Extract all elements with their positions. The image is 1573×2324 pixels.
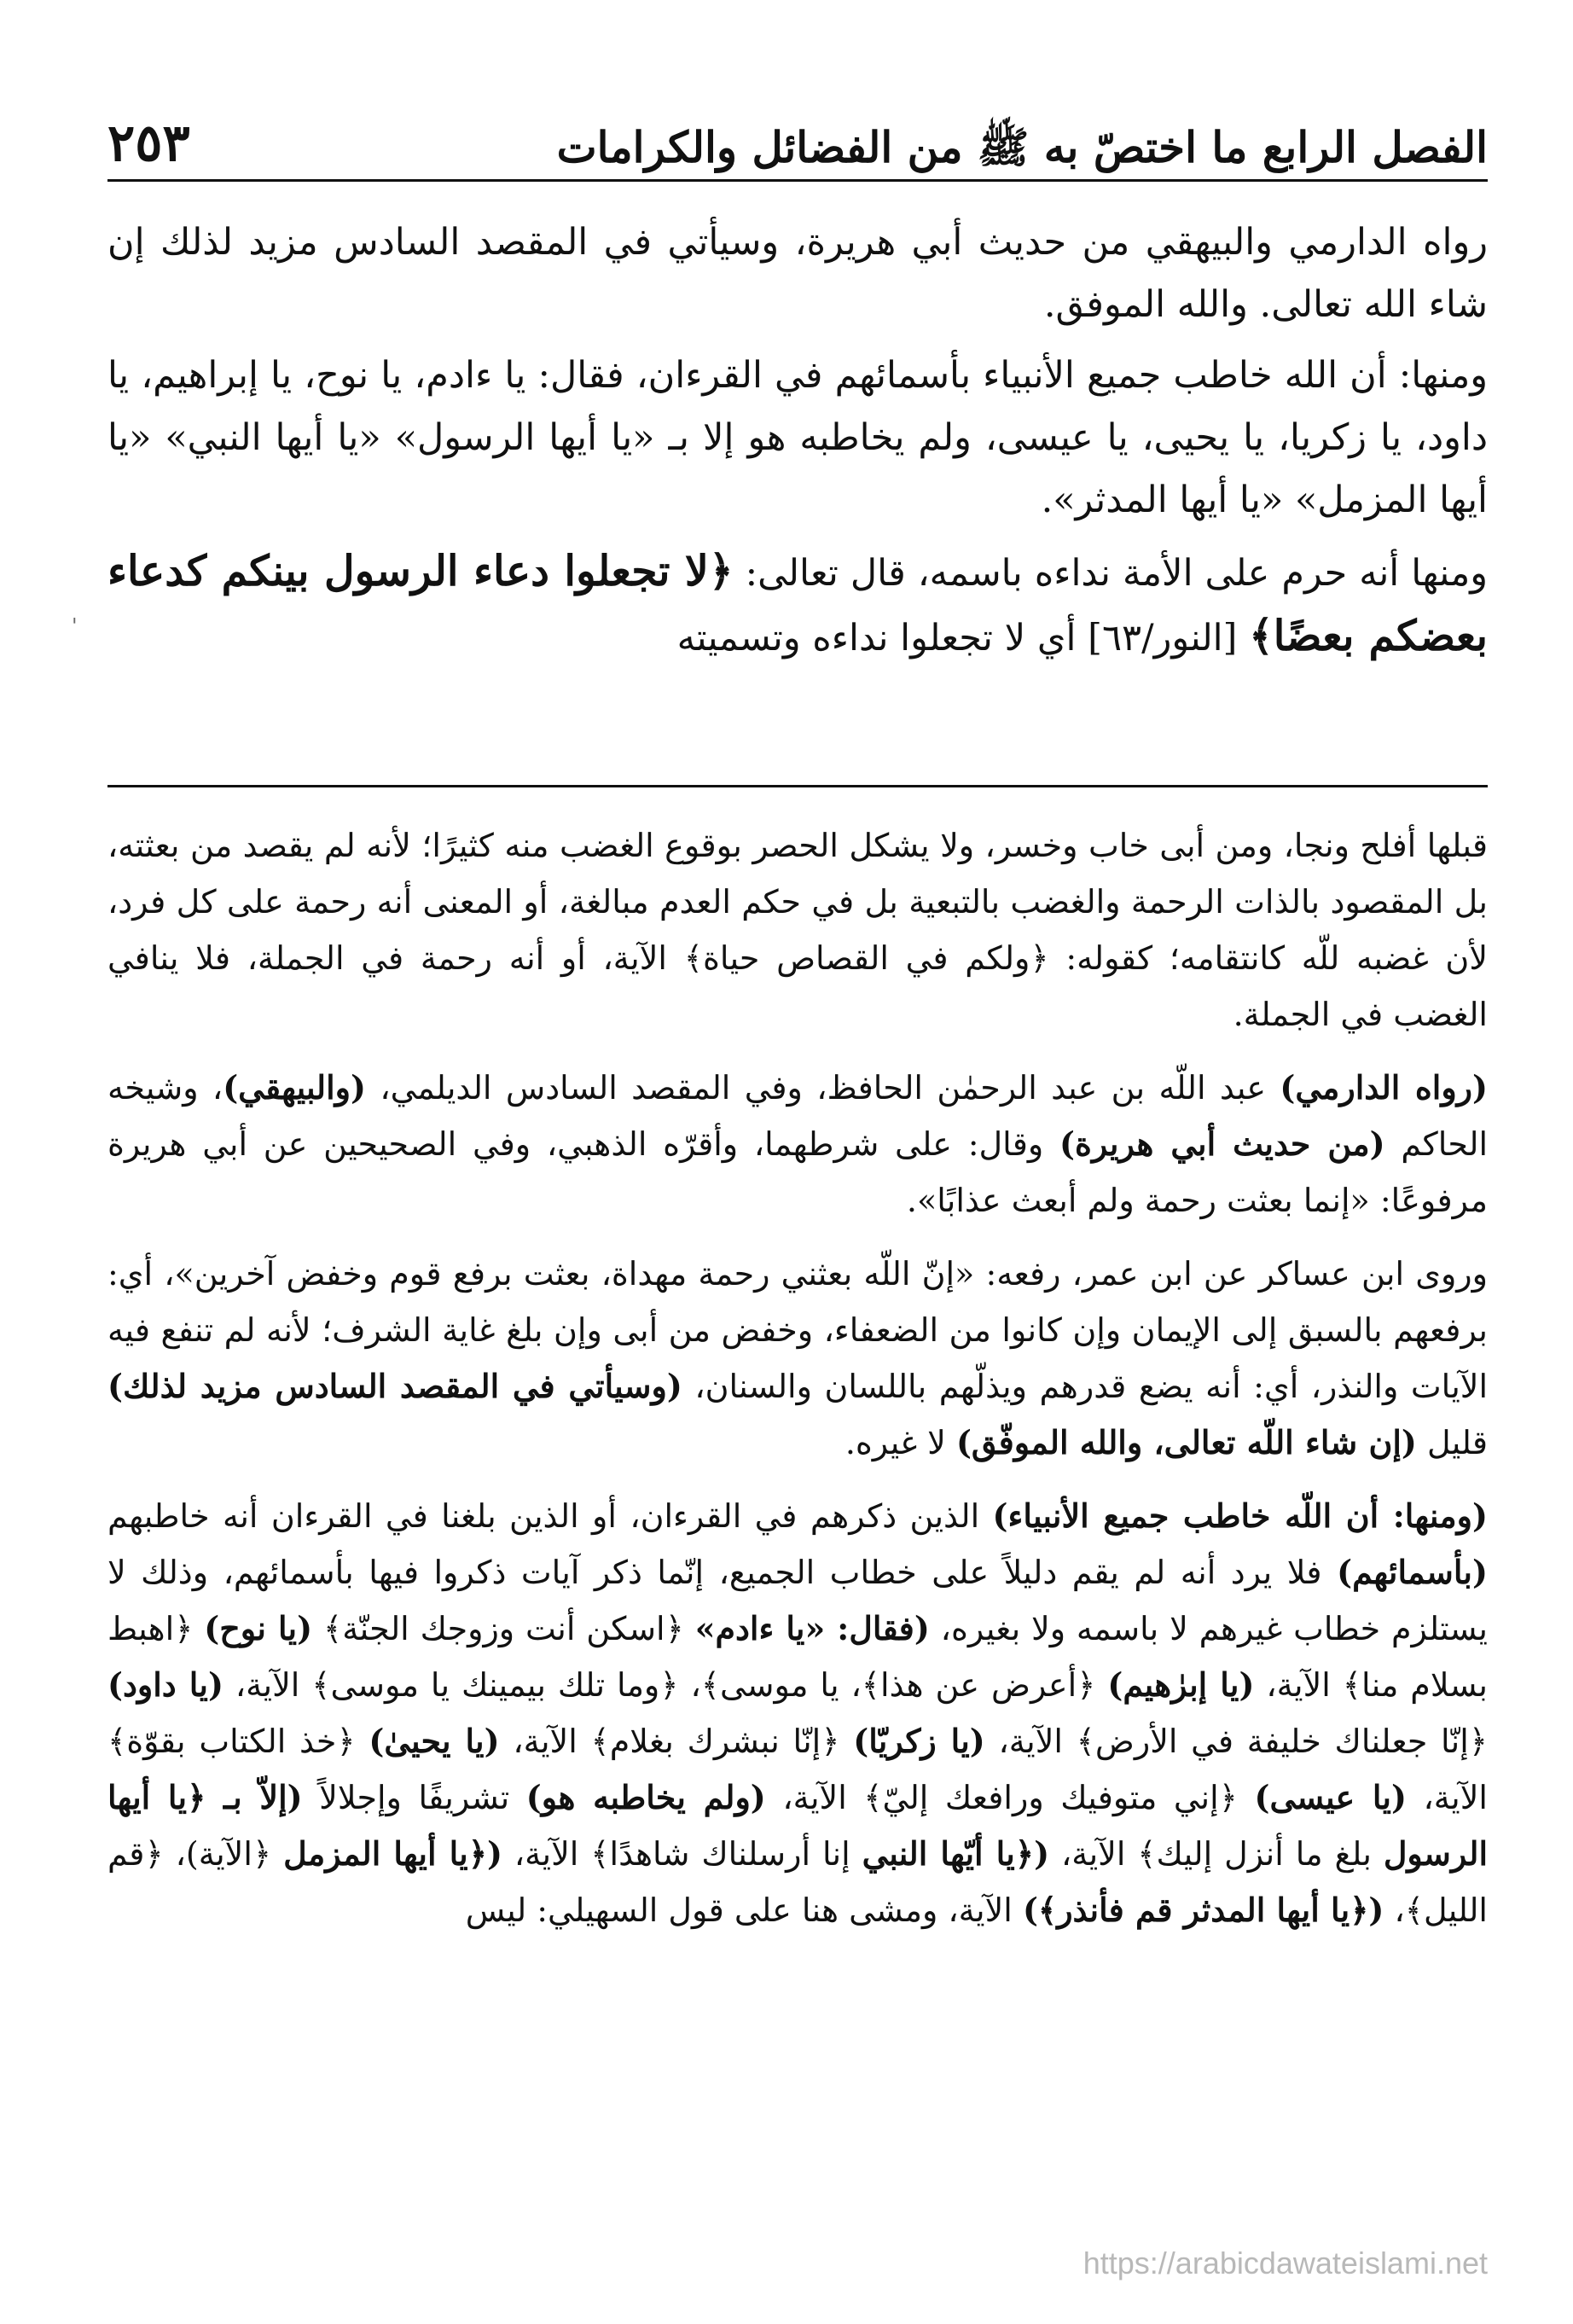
commentary-segment: ﴿اهبط بسلام منا﴾ الآية،: [107, 1610, 1488, 1704]
commentary-segment: إنا أرسلناك شاهدًا﴾ الآية،: [502, 1835, 862, 1873]
page-header: [107, 101, 1488, 173]
commentary-paragraph: قبلها أفلح ونجا، ومن أبى خاب وخسر، ولا يشكل الحصر بوقوع الغضب منه كثيرًا؛ لأنه لم يقصد من بعثته، بل المقصود بالذات الرحمة والغضب بالتبعية بل في حكم العدم مبالغة، أو المعنى أنه رحمة على كل فرد، لأن غضبه للّه كانتقامه؛ كقوله: ﴿ولكم في القصاص حياة﴾ الآية، أو أنه رحمة في الجملة، فلا ينافي الغضب في الجملة.: [107, 827, 1489, 1033]
main-paragraph: [107, 540, 1488, 670]
quoted-phrase: (والبيهقي): [223, 1068, 366, 1107]
commentary-segment: الآية، ومشى هنا على قول السهيلي: ليس: [465, 1891, 1023, 1929]
footnote-divider: [107, 785, 1488, 787]
margin-mark: ': [72, 614, 78, 638]
main-text-segment: أي لا تجعلوا نداءه وتسميته: [676, 617, 1077, 659]
main-paragraph: رواه الدارمي والبيهقي من حديث أبي هريرة، وسيأتي في المقصد السادس مزيد لذلك إن شاء الله تعالى. والله الموفق.: [107, 221, 1488, 326]
quoted-phrase: (يا زكريّا): [853, 1722, 985, 1760]
quoted-phrase: (إن شاء اللّه تعالى، والله الموفّق): [955, 1423, 1417, 1461]
quoted-phrase: (﴿يا أيها المدثر قم فأنذر﴾): [1022, 1891, 1384, 1929]
quoted-phrase: (بأسمائهم): [1337, 1553, 1488, 1591]
commentary-paragraph: [107, 1060, 1488, 1229]
quoted-phrase: (ومنها: أن اللّه خاطب جميع الأنبياء): [992, 1496, 1488, 1535]
commentary-segment: تشريفًا وإجلالاً: [302, 1779, 526, 1816]
quoted-phrase: (ولم يخاطبه هو): [525, 1778, 766, 1816]
quoted-phrase: (يا داود): [107, 1665, 223, 1704]
commentary-segment: ﴿إنّا جعلناك خليفة في الأرض﴾ الآية،: [984, 1723, 1489, 1760]
commentary-segment: وروى ابن عساكر عن ابن عمر، رفعه: «إنّ اللّه بعثني رحمة مهداة، بعثت برفع قوم وخفض آخرين»، أي: برفعهم بالسبق إلى الإيمان وإن كانوا من الضعفاء، وخفض من أبى وإن بلغ غاية الشرف؛ لأنه لم تنفع فيه الآيات والنذر، أي: أنه يضع قدرهم ويذلّهم باللسان والسنان،: [107, 1255, 1488, 1405]
commentary-segment: وقال: على شرطهما، وأقرّه الذهبي، وفي الصحيحين عن أبي هريرة مرفوعًا: «إنما بعثت رحمة ولم أبعث عذابًا».: [107, 1125, 1488, 1219]
quoted-phrase: (يا يحيىٰ): [369, 1722, 500, 1760]
main-paragraph: ومنها: أن الله خاطب جميع الأنبياء بأسمائهم في القرءان، فقال: يا ءادم، يا نوح، يا إبراهيم، يا داود، يا زكريا، يا يحيى، يا عيسى، ولم يخاطبه هو إلا بـ «يا أيها الرسول» «يا أيها النبي» «يا أيها المزمل» «يا أيها المدثر».: [107, 354, 1488, 521]
commentary-paragraph: [107, 1488, 1488, 1938]
commentary-segment: فلا يرد أنه لم يقم دليلاً على خطاب الجميع، إنّما ذكر آيات ذكروا فيها بأسمائهم، وذلك لا يستلزم خطاب غيرهم لا باسمه ولا بغيره،: [107, 1554, 1488, 1647]
quran-quote: ﴿لا تجعلوا دعاء الرسول بينكم كدعاء بعضكم بعضًا﴾: [107, 546, 1488, 660]
page-number: ٢٥٣: [107, 113, 190, 173]
quoted-phrase: (وسيأتي في المقصد السادس مزيد لذلك): [107, 1367, 682, 1405]
commentary-segment: بلغ ما أنزل إليك﴾ الآية،: [1049, 1835, 1384, 1873]
quoted-phrase: (يا إبرٰهيم): [1107, 1665, 1255, 1704]
quoted-phrase: (فقال: «يا ءادم»: [694, 1609, 930, 1647]
commentary-segment: ﴿اسكن أنت وزوجك الجنّة﴾: [312, 1610, 695, 1647]
watermark-url: https://arabicdawateislami.net: [1083, 2246, 1488, 2280]
commentary-segment: ، وشيخه الحاكم: [107, 1069, 1488, 1163]
commentary-segment: ﴿الآية)، ﴿قم الليل﴾،: [107, 1835, 1488, 1929]
quoted-phrase: (رواه الدارمي): [1280, 1068, 1489, 1107]
main-text: [107, 212, 1488, 678]
running-head: الفصل الرابع ما اختصّ به ﷺ من الفضائل والكرامات: [556, 122, 1488, 172]
commentary-segment: الذين ذكرهم في القرءان، أو الذين بلغنا في القرءان أنه خاطبهم: [107, 1497, 993, 1535]
quoted-phrase: (﴿يا أيّها النبي: [862, 1834, 1050, 1873]
commentary-segment: ﴿خذ الكتاب بقوّة﴾ الآية،: [107, 1723, 1488, 1816]
main-text-segment: ومنها أنه حرم على الأمة نداءه باسمه، قال تعالى:: [733, 552, 1488, 595]
quoted-phrase: (يا نوح): [204, 1609, 313, 1647]
header-divider: [107, 179, 1488, 182]
quran-reference: [النور/٦٣]: [1076, 617, 1250, 659]
commentary-segment: لا غيره.: [845, 1424, 956, 1461]
commentary-segment: ﴿إنّا نبشرك بغلام﴾ الآية،: [499, 1723, 854, 1760]
commentary-segment: قليل: [1416, 1424, 1488, 1461]
commentary-segment: ﴿إني متوفيك ورافعك إليّ﴾ الآية،: [765, 1779, 1255, 1816]
quoted-phrase: (من حديث أبي هريرة): [1059, 1124, 1385, 1163]
quoted-phrase: (إلاّ بـ ﴿يا أيها الرسول: [107, 1778, 1488, 1873]
commentary-text: [107, 817, 1488, 1955]
commentary-segment: عبد اللّه بن عبد الرحمٰن الحافظ، وفي المقصد السادس الديلمي،: [365, 1069, 1280, 1107]
commentary-segment: ﴿أعرض عن هذا﴾، يا موسى﴾، ﴿وما تلك بيمينك يا موسى﴾ الآية،: [223, 1666, 1108, 1704]
quoted-phrase: (يا عيسى): [1254, 1778, 1407, 1816]
commentary-paragraph: [107, 1246, 1488, 1471]
quoted-phrase: (﴿يا أيها المزمل: [283, 1834, 502, 1873]
